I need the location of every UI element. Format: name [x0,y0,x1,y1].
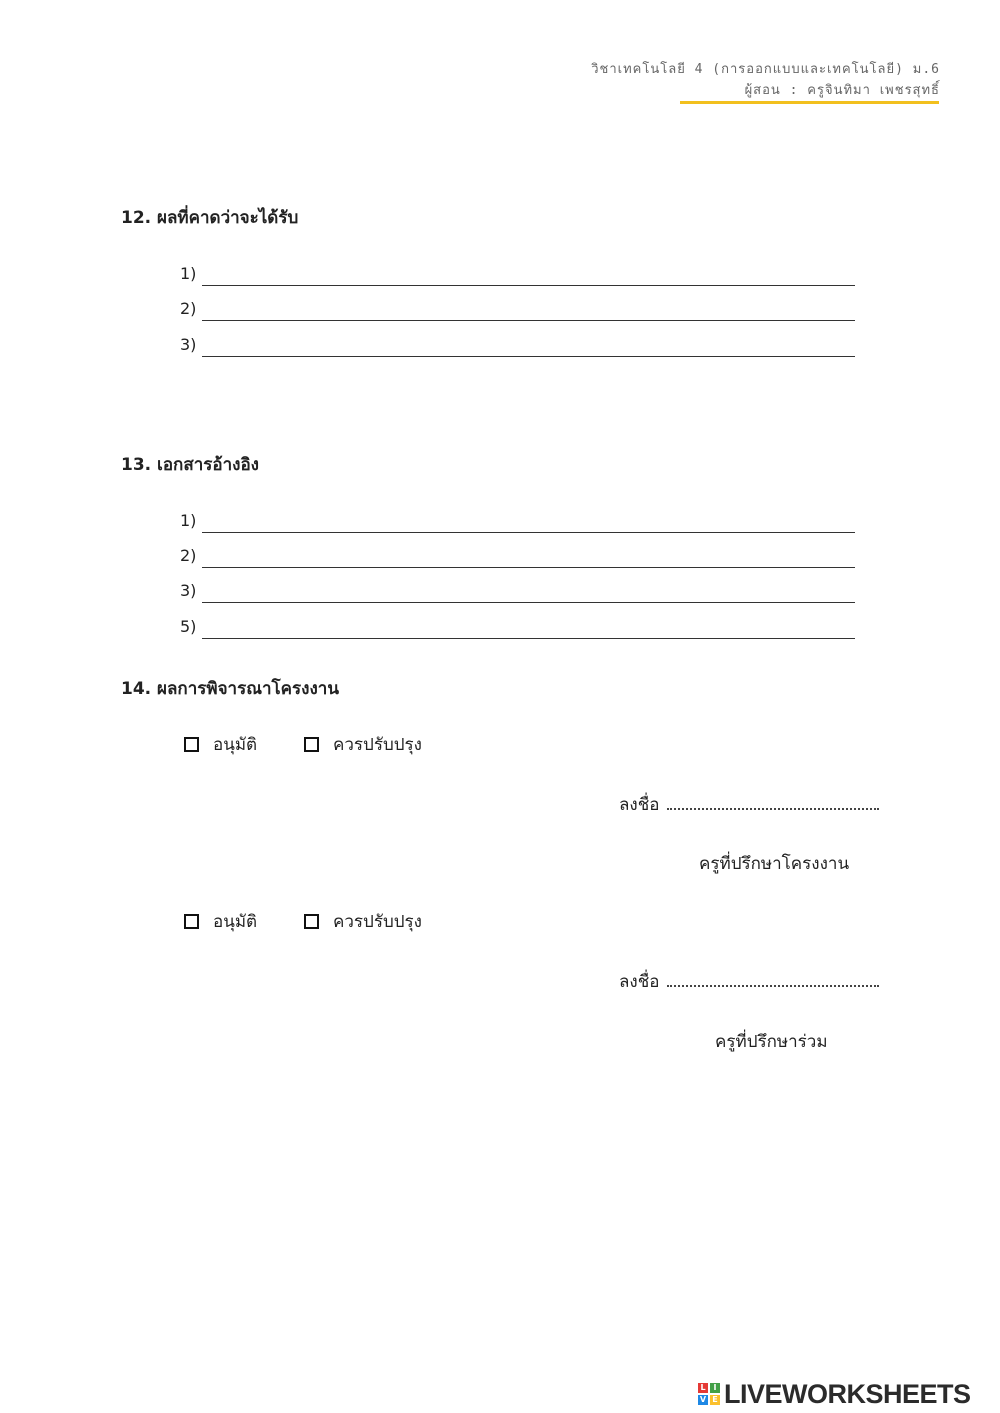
logo-mark-v: V [699,1395,707,1404]
reference-input-4[interactable] [202,617,855,639]
signature-line-1[interactable] [667,794,879,810]
approve-label: อนุมัติ [213,735,258,755]
logo-text: LIVEWORKSHEETS [724,1378,971,1409]
line-number: 1) [180,511,197,530]
teacher-name: ผู้สอน : ครูจินทิมา เพชรสุทธิ์ [744,83,940,98]
reference-input-2[interactable] [202,546,855,568]
expected-result-input-3[interactable] [202,335,855,357]
expected-result-input-1[interactable] [202,264,855,286]
improve-label: ควรปรับปรุง [333,912,422,932]
improve-label: ควรปรับปรุง [333,735,422,755]
section-12-title: 12. ผลที่คาดว่าจะได้รับ [121,208,299,228]
improve-checkbox-1[interactable] [304,737,319,752]
line-number: 5) [180,617,197,636]
reference-input-3[interactable] [202,581,855,603]
reference-row-3 [180,581,855,605]
expected-result-input-2[interactable] [202,299,855,321]
section-14-title: 14. ผลการพิจารณาโครงงาน [121,679,339,699]
line-number: 3) [180,581,197,600]
course-title: วิชาเทคโนโลยี 4 (การออกแบบและเทคโนโลยี) ม.6 [591,62,940,77]
line-number: 2) [180,299,197,318]
line-number: 1) [180,264,197,283]
logo-mark-l: L [698,1383,708,1393]
approve-checkbox-1[interactable] [184,737,199,752]
signature-line-2[interactable] [667,971,879,987]
reference-row-4 [180,617,855,641]
approve-checkbox-2[interactable] [184,914,199,929]
expected-result-row-3 [180,335,855,359]
logo-mark-icon [698,1383,720,1405]
sign-label: ลงชื่อ [619,972,660,992]
signature-row-1 [619,791,879,818]
improve-checkbox-2[interactable] [304,914,319,929]
approve-label: อนุมัติ [213,912,258,932]
reference-input-1[interactable] [202,511,855,533]
reference-row-1 [180,511,855,535]
logo-mark-i: I [710,1383,720,1393]
signature-row-2 [619,968,879,995]
improve-option-2[interactable] [304,908,422,935]
approve-option-1[interactable] [184,731,257,758]
sign-label: ลงชื่อ [619,795,660,815]
approve-option-2[interactable] [184,908,257,935]
reference-row-2 [180,546,855,570]
co-advisor-role: ครูที่ปรึกษาร่วม [715,1032,828,1052]
expected-result-row-1 [180,264,855,288]
header-divider [680,101,939,104]
liveworksheets-logo [698,1378,971,1410]
expected-result-row-2 [180,299,855,323]
improve-option-1[interactable] [304,731,422,758]
advisor-role: ครูที่ปรึกษาโครงงาน [699,854,850,874]
line-number: 3) [180,335,197,354]
logo-mark-e: E [710,1395,720,1405]
line-number: 2) [180,546,197,565]
section-13-title: 13. เอกสารอ้างอิง [121,455,259,475]
